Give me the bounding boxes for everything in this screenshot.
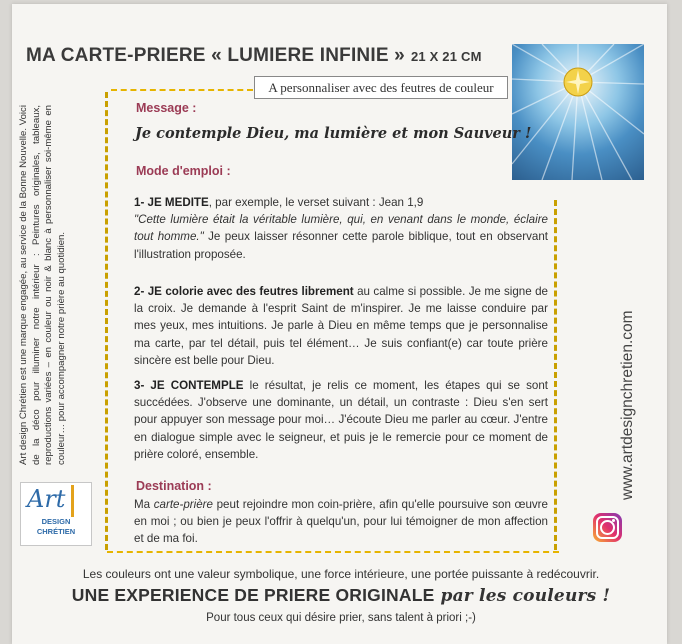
- footer-line2-text: UNE EXPERIENCE DE PRIERE ORIGINALE: [71, 585, 435, 605]
- page-title: [26, 45, 482, 67]
- mode-heading: Mode d'emploi :: [136, 164, 231, 178]
- destination-text2: peut rejoindre mon coin-prière, afin qu'elle poursuive son œuvre en moi ; ou bien je peux l'offrir à quelqu'un, pour lui témoigner de mon affection et de ma foi.: [134, 498, 548, 546]
- destination-paragraph: [134, 496, 548, 548]
- title-main: MA CARTE-PRIERE « LUMIERE INFINIE »: [26, 45, 405, 66]
- step1-text1: , par exemple, le verset suivant : Jean 1,9: [208, 196, 424, 209]
- destination-em: carte-prière: [153, 498, 213, 511]
- side-text: Art design Chrétien est une marque engagée, au service de la Bonne Nouvelle. Voici de la déco pour illuminer notre intérieur : Peintures originales, tableaux, reproductions variées – en couleur ou noir & blanc à personnaliser soi-même en couleur… pour accompagner notre prière au quotidien.: [18, 105, 67, 465]
- instagram-dot: [612, 519, 615, 522]
- light-rays-illustration: [512, 44, 644, 180]
- logo-cross: [71, 485, 74, 517]
- message-text: Je contemple Dieu, ma lumière et mon Sauveur !: [135, 125, 532, 142]
- destination-heading: Destination :: [136, 479, 212, 493]
- step1-text2: Je peux laisser résonner cette parole biblique, tout en observant l'illustration proposée.: [134, 230, 548, 261]
- step2-lead: 2- JE colorie avec des feutres librement: [134, 285, 354, 298]
- dashed-border-bottom: [107, 551, 559, 553]
- step2-text: au calme si possible. Je me signe de la croix. Je demande à l'esprit Saint de m'inspirer. Je me laisse conduire par mes yeux, mes intuitions. Je parle à Dieu en même temps que je personnalise ma carte, par tel détail, puis tel élément… Je suis confiant(e) car toute prière sincère est belle pour Dieu.: [134, 285, 548, 367]
- side-text-column: [18, 105, 92, 545]
- step3-lead: 3- JE CONTEMPLE: [134, 379, 244, 392]
- dashed-border-left: [105, 92, 108, 550]
- subtitle-box: A personnaliser avec des feutres de couleur: [254, 76, 508, 99]
- footer-line2: [0, 585, 682, 606]
- step1-paragraph: [134, 194, 548, 263]
- step2-paragraph: [134, 283, 548, 369]
- instagram-lens: [600, 520, 615, 535]
- step1-lead: 1- JE MEDITE: [134, 196, 209, 209]
- dashed-border-top: [111, 89, 253, 91]
- logo-line1: DESIGN: [41, 517, 71, 526]
- logo-line2: CHRÉTIEN: [36, 527, 76, 536]
- website-url[interactable]: www.artdesignchretien.com: [619, 310, 636, 500]
- logo-art: Art: [27, 485, 66, 513]
- destination-text1: Ma: [134, 498, 154, 511]
- step3-paragraph: [134, 377, 548, 463]
- step1-quote: "Cette lumière était la véritable lumière, qui, en venant dans le monde, éclaire tout homme.": [134, 213, 548, 244]
- card-illustration-image: [512, 44, 644, 180]
- footer-line3: Pour tous ceux qui désire prier, sans talent à priori ;-): [206, 612, 476, 624]
- step3-text: le résultat, je relis ce moment, les étapes qui se sont succédées. J'observe une dominante, un détail, un contraste : Dieu s'en sert pour appuyer son message pour moi… J'écoute Dieu me parler au cœur. J'entre en dialogue simple avec le seigneur, et puis je le remercie pour ce moment de prière coloré, ensemble.: [134, 379, 548, 461]
- dashed-border-right: [554, 200, 557, 550]
- footer-line2-script: par les couleurs !: [440, 586, 611, 606]
- footer-line1: Les couleurs ont une valeur symbolique, une force intérieure, une portée puissante à redécouvrir.: [82, 567, 600, 581]
- instagram-icon[interactable]: [593, 513, 622, 542]
- message-heading: Message :: [136, 101, 197, 115]
- title-size: 21 X 21 CM: [410, 49, 482, 64]
- brand-logo: [20, 482, 92, 546]
